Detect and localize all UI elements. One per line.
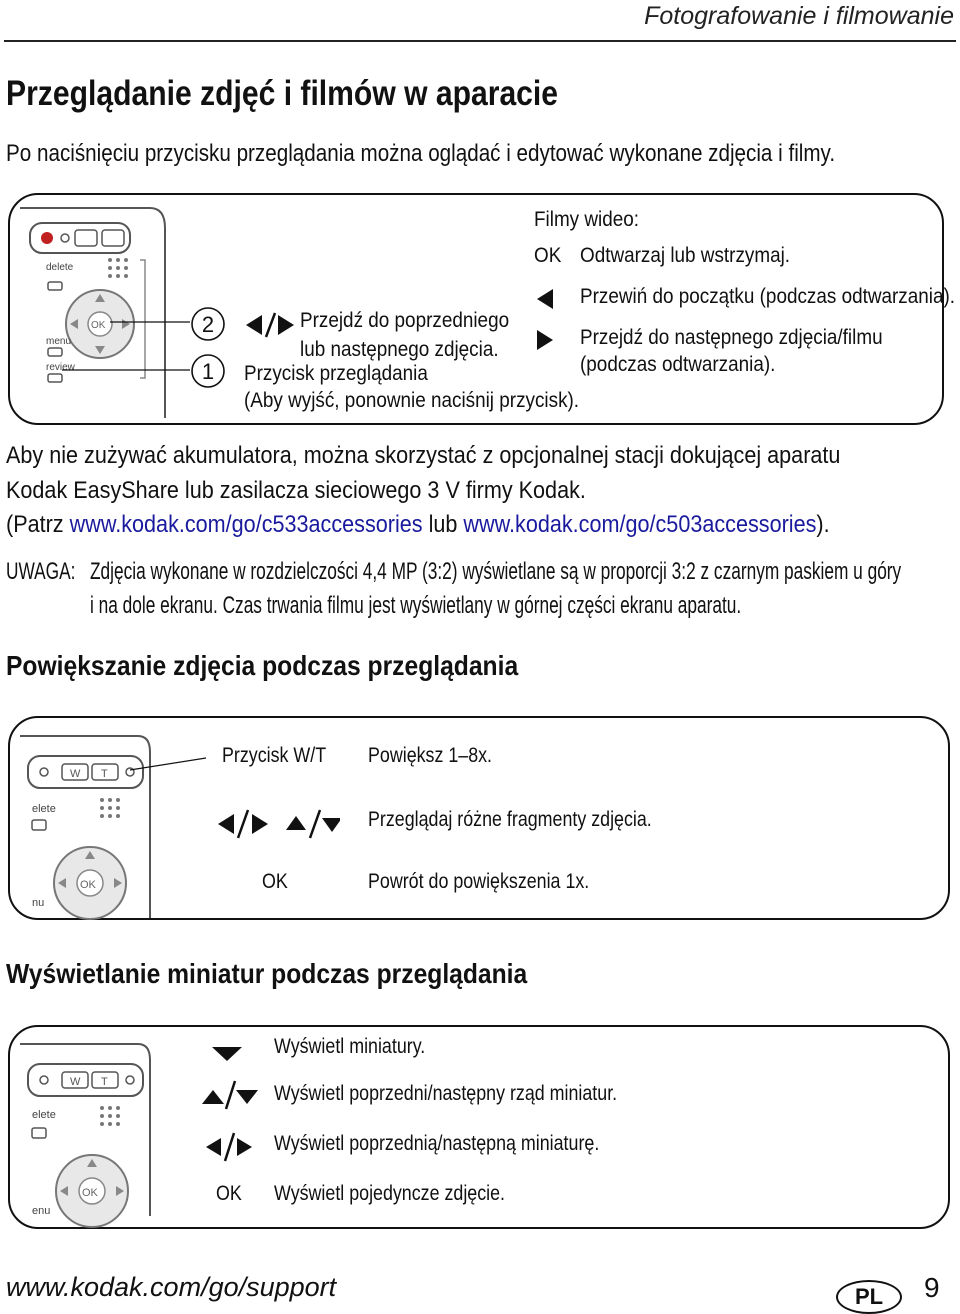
header-rule	[4, 40, 956, 42]
section-title-thumbnails: Wyświetlanie miniatur podczas przeglądania	[6, 958, 528, 989]
ok-key-text: Odtwarzaj lub wstrzymaj.	[580, 244, 791, 267]
section-title-review: Przeglądanie zdjęć i filmów w aparacie	[6, 74, 559, 113]
left-right-arrows-icon	[244, 310, 296, 340]
svg-text:elete: elete	[32, 1109, 56, 1121]
down-arrow-icon	[210, 1045, 244, 1063]
svg-text:1: 1	[201, 359, 215, 384]
videos-heading: Filmy wideo:	[534, 208, 640, 231]
callout-line-wt	[128, 756, 208, 776]
callout-1-marker	[190, 353, 226, 389]
note-text-line2: i na dole ekranu. Czas trwania filmu jest wyświetlany w górnej części ekranu aparatu.	[90, 592, 742, 619]
running-header: Fotografowanie i filmowanie	[644, 2, 954, 30]
svg-text:elete: elete	[32, 803, 56, 815]
battery-paragraph-line3: (Patrz www.kodak.com/go/c533accessories lub www.kodak.com/go/c503accessories).	[6, 511, 830, 538]
svg-text:enu: enu	[32, 1205, 51, 1217]
zoom-row-key-ok: OK	[262, 870, 288, 893]
svg-text:W: W	[70, 768, 81, 780]
left-arrow-icon	[536, 287, 554, 311]
zoom-row-text-pan: Przeglądaj różne fragmenty zdjęcia.	[368, 808, 652, 831]
callout-2-marker	[190, 306, 226, 342]
svg-text:W: W	[70, 1076, 81, 1088]
page-number: 9	[924, 1272, 940, 1303]
accessories-link-c533[interactable]: www.kodak.com/go/c533accessories	[69, 511, 423, 538]
zoom-row-text-reset: Powrót do powiększenia 1x.	[368, 870, 590, 893]
zoom-row-text-magnify: Powiększ 1–8x.	[368, 744, 493, 767]
svg-text:review: review	[46, 362, 75, 373]
right-arrow-icon	[536, 328, 554, 352]
camera-back-illustration-thumbnails	[20, 1036, 170, 1236]
thumb-row-text-rows: Wyświetl poprzedni/następny rząd miniatur.	[274, 1082, 618, 1105]
right-arrow-text-line1: Przejdź do następnego zdjęcia/filmu	[580, 326, 883, 349]
svg-text:OK: OK	[82, 1187, 98, 1199]
language-badge: PL	[836, 1280, 902, 1314]
thumb-row-key-ok: OK	[216, 1182, 242, 1205]
svg-text:T: T	[101, 768, 108, 780]
intro-text: Po naciśnięciu przycisku przeglądania można oglądać i edytować wykonane zdjęcia i filmy.	[6, 140, 836, 167]
zoom-row-key-wt: Przycisk W/T	[222, 744, 327, 767]
callout-1-text-line1: Przycisk przeglądania	[244, 362, 428, 385]
left-arrow-text: Przewiń do początku (podczas odtwarzania).	[580, 285, 956, 308]
right-arrow-text-line2: (podczas odtwarzania).	[580, 353, 776, 376]
callout-2-text-line2: lub następnego zdjęcia.	[300, 338, 499, 361]
four-way-arrows-icon	[216, 806, 340, 842]
battery-paragraph-line2: Kodak EasyShare lub zasilacza sieciowego 3 V firmy Kodak.	[6, 477, 586, 504]
up-down-arrows-icon	[200, 1080, 260, 1110]
footer-support-link[interactable]: www.kodak.com/go/support	[6, 1272, 337, 1302]
note-label: UWAGA:	[6, 558, 76, 585]
callout-1-text-line2: (Aby wyjść, ponownie naciśnij przycisk).	[244, 389, 580, 412]
thumb-row-text-show: Wyświetl miniatury.	[274, 1035, 426, 1058]
callout-lines	[0, 190, 210, 410]
left-right-arrows-icon	[204, 1131, 256, 1163]
svg-text:T: T	[101, 1076, 108, 1088]
accessories-link-c503[interactable]: www.kodak.com/go/c503accessories	[463, 511, 817, 538]
callout-2-text-line1: Przejdź do poprzedniego	[300, 309, 510, 332]
battery-paragraph-line1: Aby nie zużywać akumulatora, można skorzystać z opcjonalnej stacji dokującej aparatu	[6, 442, 841, 469]
svg-text:menu: menu	[46, 336, 72, 347]
ok-key-label: OK	[534, 244, 562, 267]
section-title-zoom: Powiększanie zdjęcia podczas przeglądania	[6, 650, 519, 681]
svg-text:2: 2	[201, 312, 215, 337]
svg-text:delete: delete	[46, 262, 74, 273]
svg-text:nu: nu	[32, 897, 45, 909]
thumb-row-text-ok: Wyświetl pojedyncze zdjęcie.	[274, 1182, 506, 1205]
thumb-row-text-single: Wyświetl poprzednią/następną miniaturę.	[274, 1132, 600, 1155]
note-text-line1: Zdjęcia wykonane w rozdzielczości 4,4 MP (3:2) wyświetlane są w proporcji 3:2 z czarnym paskiem u góry	[90, 558, 902, 585]
svg-text:OK: OK	[91, 320, 106, 331]
svg-text:OK: OK	[80, 879, 96, 891]
